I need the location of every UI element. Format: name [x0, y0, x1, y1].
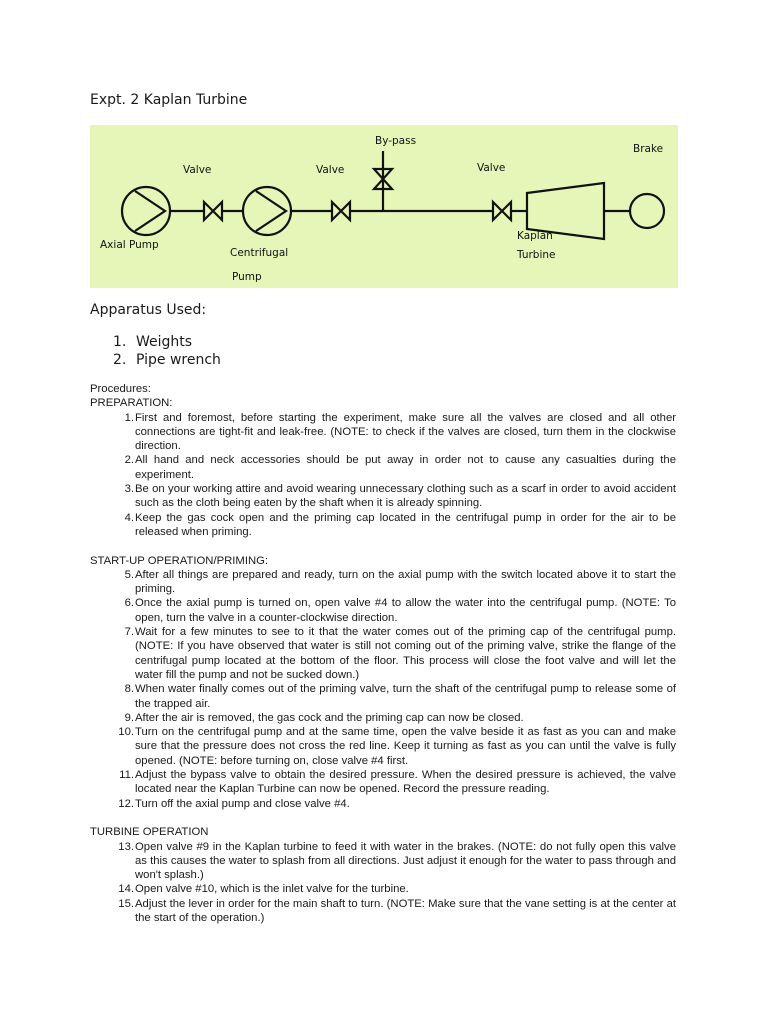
step-text: After the air is removed, the gas cock and the priming cap can now be closed. — [135, 711, 524, 724]
step-text: All hand and neck accessories should be put away in order not to cause any casualties during the experiment. — [135, 454, 676, 481]
step-text: Adjust the lever in order for the main shaft to turn. (NOTE: Make sure that the vane setting is at the center at the start of the operation.) — [135, 897, 676, 924]
procedure-step — [90, 411, 678, 454]
step-number: 6. — [124, 597, 134, 610]
step-number: 3. — [124, 483, 134, 496]
procedure-step — [90, 711, 678, 725]
step-text: Be on your working attire and avoid wearing unnecessary clothing such as a scarf in order to avoid accident such as the cloth being eaten by the shaft when it is already spinning. — [135, 483, 676, 510]
procedure-step — [90, 897, 678, 926]
step-text: Turn on the centrifugal pump and at the same time, open the valve beside it as fast as you can and make sure that the pressure does not cross the red line. Keep it turning as fast as you can until the valve is fully opened. (NOTE: before turning on, close valve #4 first. — [135, 726, 676, 767]
label-valve-1: Valve — [183, 164, 212, 176]
section-heading-preparation: PREPARATION: — [90, 397, 173, 410]
step-number: 15. — [118, 897, 134, 910]
label-kaplan: Kaplan — [517, 230, 553, 242]
procedure-step — [90, 797, 678, 811]
section-heading-startup: START-UP OPERATION/PRIMING: — [90, 554, 269, 567]
step-text: Turn off the axial pump and close valve #4. — [135, 797, 350, 810]
section-heading-turbine: TURBINE OPERATION — [90, 826, 209, 839]
apparatus-item-text: Pipe wrench — [136, 351, 221, 368]
step-number: 9. — [124, 711, 134, 724]
step-text: Once the axial pump is turned on, open valve #4 to allow the water into the centrifugal pump. (NOTE: To open, turn the valve in a counter-clockwise direction. — [135, 597, 676, 624]
step-number: 8. — [124, 683, 134, 696]
procedure-step — [90, 596, 678, 625]
procedure-step — [90, 482, 678, 511]
procedure-step — [90, 625, 678, 682]
step-text: When water finally comes out of the priming valve, turn the shaft of the centrifugal pump to release some of the trapped air. — [135, 683, 676, 710]
label-axial-pump: Axial Pump — [100, 239, 159, 251]
step-number: 4. — [124, 511, 134, 524]
step-number: 1. — [124, 411, 134, 424]
step-number: 13. — [118, 840, 134, 853]
procedure-step — [90, 840, 678, 883]
document-title: Expt. 2 Kaplan Turbine — [90, 92, 248, 108]
apparatus-item-number: 2. — [113, 351, 127, 368]
label-by-pass: By-pass — [375, 135, 417, 147]
label-centrifugal: Centrifugal — [230, 247, 289, 259]
procedures-body — [90, 382, 678, 925]
procedure-step — [90, 568, 678, 597]
procedure-step — [90, 882, 678, 896]
step-text: Open valve #10, which is the inlet valve for the turbine. — [135, 883, 409, 896]
step-number: 14. — [118, 883, 134, 896]
procedure-step — [90, 511, 678, 540]
label-turbine: Turbine — [517, 249, 556, 261]
apparatus-heading: Apparatus Used: — [90, 302, 207, 318]
step-number: 10. — [118, 726, 134, 739]
label-pump: Pump — [232, 271, 262, 283]
step-text: Open valve #9 in the Kaplan turbine to feed it with water in the brakes. (NOTE: do not fully open this valve as this causes the water to splash from all directions. Just adjust it enough for the water to pass through and won't splash.) — [135, 840, 676, 882]
step-number: 5. — [124, 568, 134, 581]
procedures-label: Procedures: — [90, 383, 151, 395]
label-brake: Brake — [633, 143, 664, 155]
apparatus-item — [113, 334, 221, 352]
step-number: 7. — [124, 626, 134, 639]
step-text: Wait for a few minutes to see to it that the water comes out of the priming cap of the centrifugal pump.(NOTE: If you have observed that water is still not coming out of the priming valve, strike the flange of the centrifugal pump located at the bottom of the floor. This process will close the foot valve and will let the water fill the pump and not be sucked down.) — [135, 626, 676, 681]
step-text: After all things are prepared and ready, turn on the axial pump with the switch located above it to start the priming. — [135, 568, 676, 596]
step-number: 2. — [124, 454, 134, 467]
procedure-step — [90, 682, 678, 711]
apparatus-item — [113, 352, 221, 370]
step-text: Keep the gas cock open and the priming cap located in the centrifugal pump in order for the air to be released when priming. — [135, 511, 676, 538]
apparatus-list — [113, 334, 221, 369]
procedure-step — [90, 453, 678, 482]
label-valve-2: Valve — [316, 164, 345, 176]
label-valve-3: Valve — [477, 162, 506, 174]
step-number: 11. — [119, 769, 134, 782]
step-number: 12. — [118, 797, 134, 810]
step-text: First and foremost, before starting the experiment, make sure all the valves are closed and all other connections are tight-fit and leak-free. (NOTE: to check if the valves are closed, turn them in the clockwise direction. — [135, 411, 676, 453]
apparatus-item-text: Weights — [136, 334, 193, 350]
schematic-svg — [90, 125, 678, 288]
procedure-step — [90, 725, 678, 768]
procedure-step — [90, 768, 678, 797]
kaplan-turbine-diagram — [90, 125, 678, 288]
apparatus-item-number: 1. — [113, 334, 127, 350]
step-text: Adjust the bypass valve to obtain the desired pressure. When the desired pressure is achieved, the valve located near the Kaplan Turbine can now be opened. Record the pressure reading. — [135, 769, 676, 796]
